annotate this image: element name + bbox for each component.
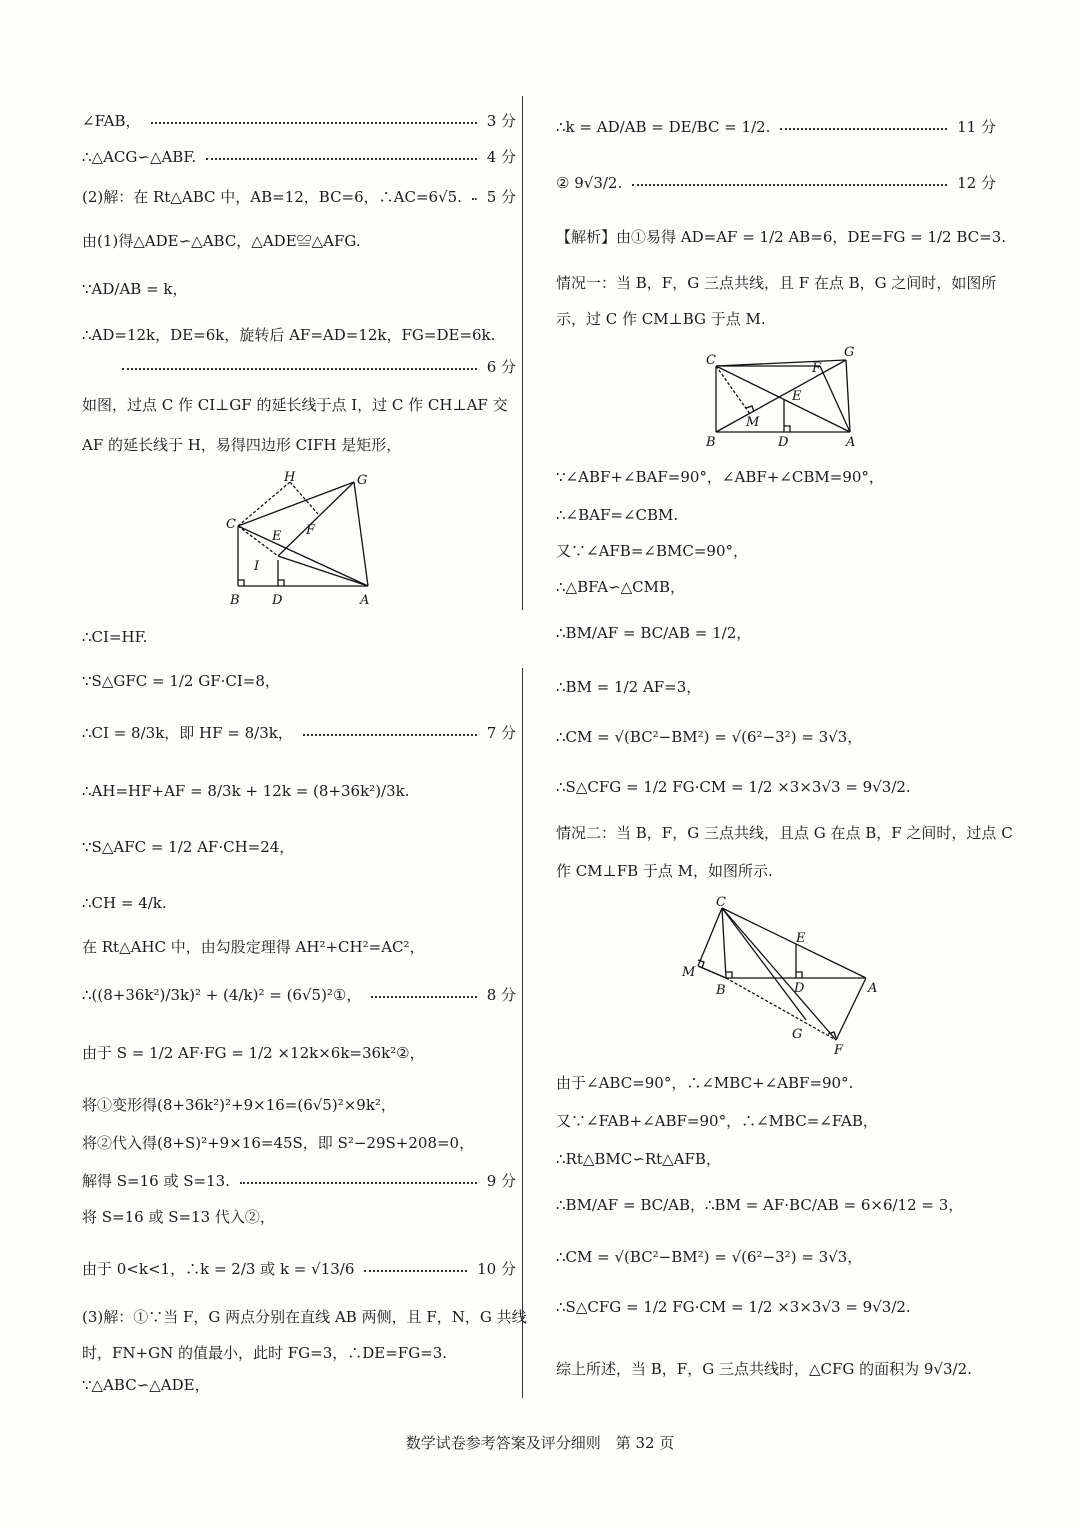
left-line-7 <box>82 394 516 416</box>
line-text: ∵S△AFC = 1/2 AF·CH=24， <box>82 838 295 856</box>
fig3-label-3: B <box>716 983 726 998</box>
right-line-18 <box>556 1194 996 1216</box>
left-line-17 <box>82 1042 516 1064</box>
fig2-label-6: D <box>778 435 789 450</box>
right-line-0 <box>556 116 996 138</box>
dotted-leader <box>122 368 477 370</box>
score-mark: 9 分 <box>486 1172 516 1190</box>
right-line-5 <box>556 466 996 488</box>
line-text: 由于 S = 1/2 AF·FG = 1/2 ×12k×6k=36k²②， <box>82 1044 425 1062</box>
left-line-13 <box>82 836 516 858</box>
dotted-leader <box>780 128 947 130</box>
fig3-label-4: D <box>794 981 805 996</box>
fig2-label-0: C <box>706 353 716 368</box>
line-text: ∴CM = √(BC²−BM²) = √(6²−3²) = 3√3， <box>556 1248 863 1266</box>
right-line-10 <box>556 676 996 698</box>
fig2-label-1: G <box>844 345 855 360</box>
dotted-leader <box>632 184 947 186</box>
score-mark: 4 分 <box>486 148 516 166</box>
fig3-label-6: G <box>792 1027 803 1042</box>
fig2-label-3: E <box>792 389 802 404</box>
line-text: ∵△ABC∽△ADE， <box>82 1376 210 1394</box>
fig1-label-7: D <box>272 593 283 608</box>
line-text: 【解析】由①易得 AD=AF = 1/2 AB=6，DE=FG = 1/2 BC=3. <box>556 228 1007 246</box>
score-mark: 7 分 <box>486 724 516 742</box>
left-line-22 <box>82 1258 516 1280</box>
line-text: ∴∠BAF=∠CBM. <box>556 506 679 524</box>
line-text: ∴BM/AF = BC/AB = 1/2， <box>556 624 752 642</box>
right-line-3 <box>556 272 996 294</box>
line-text: ∴S△CFG = 1/2 FG·CM = 1/2 ×3×3√3 = 9√3/2. <box>556 1298 911 1316</box>
left-line-25 <box>82 1374 516 1396</box>
line-text: ② 9√3/2. <box>556 174 623 192</box>
figure-rectangle-cifh <box>222 468 382 610</box>
fig1-label-5: I <box>254 559 260 574</box>
line-text: 作 CM⊥FB 于点 M，如图所示. <box>556 862 773 880</box>
line-text: ∴△ACG∽△ABF. <box>82 148 197 166</box>
fig1-label-1: G <box>357 473 368 488</box>
dotted-leader <box>472 198 477 200</box>
line-text: 如图，过点 C 作 CI⊥GF 的延长线于点 I，过 C 作 CH⊥AF 交 <box>82 396 508 414</box>
line-text: AF 的延长线于 H，易得四边形 CIFH 是矩形， <box>82 436 402 454</box>
dotted-leader <box>371 996 476 998</box>
line-text: (3)解：①∵当 F，G 两点分别在直线 AB 两侧，且 F，N，G 共线 <box>82 1308 527 1326</box>
line-text: 由(1)得△ADE∽△ABC，△ADE≌△AFG. <box>82 232 361 250</box>
line-text: 将②代入得(8+S)²+9×16=45S，即 S²−29S+208=0， <box>82 1134 475 1152</box>
score-mark: 12 分 <box>957 174 996 192</box>
fig3-label-7: F <box>834 1043 844 1056</box>
right-line-11 <box>556 726 996 748</box>
line-text: 解得 S=16 或 S=13. <box>82 1172 230 1190</box>
line-text: ∴BM/AF = BC/AB，∴BM = AF·BC/AB = 6×6/12 = 3， <box>556 1196 964 1214</box>
fig1-label-0: H <box>284 470 296 485</box>
fig3-label-2: M <box>682 965 696 980</box>
line-text: ∴CM = √(BC²−BM²) = √(6²−3²) = 3√3， <box>556 728 863 746</box>
line-text: 情况二：当 B，F，G 三点共线，且点 G 在点 B，F 之间时，过点 C <box>556 824 1013 842</box>
right-line-9 <box>556 622 996 644</box>
figure-case-two <box>676 894 886 1056</box>
left-line-24 <box>82 1342 516 1364</box>
fig1-label-8: A <box>360 593 370 608</box>
dotted-leader <box>303 734 477 736</box>
right-line-4 <box>556 308 996 330</box>
fig3-label-0: C <box>716 895 726 910</box>
score-mark: 6 分 <box>486 358 516 376</box>
fig2-label-7: A <box>846 435 856 450</box>
left-line-11 <box>82 722 516 744</box>
left-line-15 <box>82 936 516 958</box>
left-line-19 <box>82 1132 516 1154</box>
line-text: ∴BM = 1/2 AF=3， <box>556 678 702 696</box>
dotted-leader <box>151 122 477 124</box>
right-line-6 <box>556 504 996 526</box>
left-line-1 <box>82 146 516 168</box>
left-line-10 <box>82 670 516 692</box>
left-line-21 <box>82 1206 516 1228</box>
line-text: ∴CI = 8/3k，即 HF = 8/3k， <box>82 724 293 742</box>
figure-case-one <box>700 342 866 450</box>
score-mark: 10 分 <box>477 1260 516 1278</box>
line-text: 由于 0<k<1，∴k = 2/3 或 k = √13/6 <box>82 1260 355 1278</box>
fig1-label-4: F <box>306 523 316 538</box>
right-line-15 <box>556 1072 996 1094</box>
right-line-16 <box>556 1110 996 1132</box>
right-line-7 <box>556 540 996 562</box>
line-text: 将 S=16 或 S=13 代入②， <box>82 1208 275 1226</box>
right-line-12 <box>556 776 996 798</box>
line-text: ∵AD/AB = k， <box>82 280 188 298</box>
dotted-leader <box>364 1270 467 1272</box>
left-line-9 <box>82 626 516 648</box>
dotted-leader <box>206 158 477 160</box>
line-text: ∴CI=HF. <box>82 628 148 646</box>
line-text: 综上所述，当 B，F，G 三点共线时，△CFG 的面积为 9√3/2. <box>556 1360 972 1378</box>
score-mark: 11 分 <box>957 118 996 136</box>
right-line-14 <box>556 860 996 882</box>
page-footer: 数学试卷参考答案及评分细则 第 32 页 <box>405 1434 675 1452</box>
right-line-1 <box>556 172 996 194</box>
fig2-label-2: F <box>812 361 822 376</box>
right-line-20 <box>556 1296 996 1318</box>
line-text: 示，过 C 作 CM⊥BG 于点 M. <box>556 310 766 328</box>
left-line-12 <box>82 780 516 802</box>
left-line-14 <box>82 892 516 914</box>
left-line-2 <box>82 186 516 208</box>
line-text: ∴Rt△BMC∽Rt△AFB， <box>556 1150 721 1168</box>
left-line-0 <box>82 110 516 132</box>
fig2-label-4: M <box>746 415 760 430</box>
line-text: ∴AD=12k，DE=6k，旋转后 AF=AD=12k，FG=DE=6k. <box>82 326 496 344</box>
dotted-leader <box>240 1182 477 1184</box>
fig1-label-6: B <box>230 593 240 608</box>
line-text: (2)解：在 Rt△ABC 中，AB=12，BC=6，∴AC=6√5. <box>82 188 462 206</box>
line-text: 又∵∠AFB=∠BMC=90°， <box>556 542 748 560</box>
line-text: ∵S△GFC = 1/2 GF·CI=8， <box>82 672 280 690</box>
score-mark: 3 分 <box>486 112 516 130</box>
fig3-label-5: A <box>868 981 878 996</box>
line-text: 又∵∠FAB+∠ABF=90°，∴∠MBC=∠FAB， <box>556 1112 878 1130</box>
left-line-23 <box>82 1306 527 1328</box>
fig1-label-2: C <box>226 517 236 532</box>
right-line-21 <box>556 1358 996 1380</box>
right-line-19 <box>556 1246 996 1268</box>
line-text: 在 Rt△AHC 中，由勾股定理得 AH²+CH²=AC²， <box>82 938 425 956</box>
left-line-3 <box>82 230 516 252</box>
fig3-label-1: E <box>796 931 806 946</box>
right-line-8 <box>556 576 996 598</box>
left-line-8 <box>82 434 516 456</box>
column-divider-bottom <box>522 668 523 1398</box>
right-line-2 <box>556 226 1007 248</box>
column-divider-top <box>522 96 523 610</box>
left-line-4 <box>82 278 516 300</box>
line-text: ∠FAB， <box>82 112 141 130</box>
left-line-16 <box>82 984 516 1006</box>
left-line-5 <box>82 324 516 346</box>
line-text: 时，FN+GN 的值最小，此时 FG=3，∴DE=FG=3. <box>82 1344 448 1362</box>
fig2-label-5: B <box>706 435 716 450</box>
line-text: 将①变形得(8+36k²)²+9×16=(6√5)²×9k²， <box>82 1096 396 1114</box>
line-text: 情况一：当 B，F，G 三点共线，且 F 在点 B，G 之间时，如图所 <box>556 274 997 292</box>
score-mark: 5 分 <box>486 188 516 206</box>
line-text: ∴((8+36k²)/3k)² + (4/k)² = (6√5)²①， <box>82 986 362 1004</box>
line-text: ∵∠ABF+∠BAF=90°，∠ABF+∠CBM=90°， <box>556 468 884 486</box>
line-text: ∴k = AD/AB = DE/BC = 1/2. <box>556 118 771 136</box>
line-text: ∴AH=HF+AF = 8/3k + 12k = (8+36k²)/3k. <box>82 782 410 800</box>
line-text: ∴△BFA∽△CMB， <box>556 578 686 596</box>
line-text: ∴S△CFG = 1/2 FG·CM = 1/2 ×3×3√3 = 9√3/2. <box>556 778 911 796</box>
left-line-20 <box>82 1170 516 1192</box>
line-text: 由于∠ABC=90°，∴∠MBC+∠ABF=90°. <box>556 1074 854 1092</box>
left-line-18 <box>82 1094 516 1116</box>
score-mark: 8 分 <box>486 986 516 1004</box>
line-text: ∴CH = 4/k. <box>82 894 167 912</box>
fig1-label-3: E <box>272 529 282 544</box>
right-line-13 <box>556 822 1013 844</box>
right-line-17 <box>556 1148 996 1170</box>
